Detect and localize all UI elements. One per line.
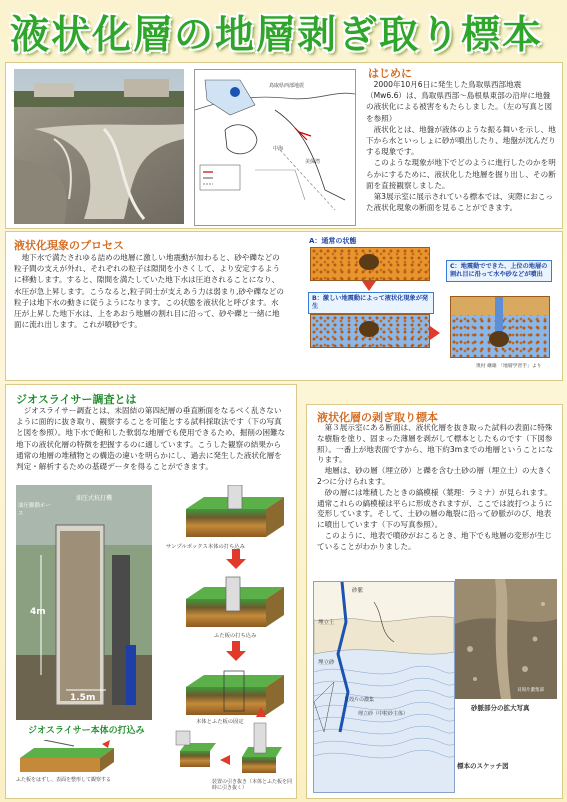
intro-panel [5,62,563,229]
map-label-mihowan: 美保湾 [305,159,321,165]
intro-heading: はじめに [368,67,412,80]
sketch-label-shells: 貝殻片の濃集 [344,697,375,703]
intro-paragraph: 2000年10月6日に発生した鳥取県西部地震（Mw6.6）は、鳥取県西部〜島根県東部の沿岸に地盤の液状化による被害をもたらしました。（左の写真と図を参照） [366,80,553,123]
arrow-right-icon [430,326,440,340]
specimen-heading: 液状化層の剥ぎ取り標本 [317,411,438,424]
geoslicer-text [16,405,288,472]
geoslicer-paragraph: ジオスライサー調査とは、未固結の第四紀層の垂直断面をなるべく乱さないように面的に抜き取り、観察することを可能とする試料採取法です（下の写真と図を参照）。地下水で飽和した軟弱な地層でも使用できるため、掘削の困難な地下の液状化層の特徴を把握するのに適しています。こうした観察の結果から通常の地層の堆積物との構造の違いを明らかにし、過去に発生した液状化層を判定・解析するための基礎データを得ることができます。 [16,406,286,472]
arrow-down-icon [362,281,376,291]
diagram-credit: 奥村 継雄 「地層学習手」より [476,364,542,369]
specimen-sketch [313,581,455,793]
specimen-text [317,423,555,553]
process-heading: 液状化現象のプロセス [14,239,124,252]
photo-label-hose: 油圧駆動ホース [18,503,52,517]
intro-text [366,79,556,213]
geoslicer-panel [5,384,297,799]
intro-paragraph: 液状化とは、地盤が液体のような振る舞いを示し、地下から水といっしょに砂が噴出したり、地盤が沈んだりする現象です。 [366,124,556,157]
map-label-epicenter: 鳥取県西部地震 [269,83,305,89]
step-caption-3: 本体とふた板の固定 [196,719,244,725]
specimen-panel [306,404,563,799]
geoslicer-steps [156,485,294,795]
sand-dike-photo [455,579,557,699]
state-a-soil [310,247,430,281]
step-caption-2: ふた板の打ち込み [214,633,257,639]
liquefaction-photo [14,69,184,224]
process-paragraph: 地下水で満たされゆる詰めの地層に激しい地震動が加わると、砂や礫などの粒子間の支えが外れ、それぞれの粒子は隙間を小さくして、より安定するように移動します。すると、隙間を満たしていた地下水は圧迫されることになり、水圧が急上昇します。こうなると,粒子同士が支えあう力は弱まり,砂や礫などの粒子は地下水の動きに従うようになります。この状態を液状化と呼びます。水圧が上昇した地下水は、上をあおう地層の割れ目に沿って、砂や礫と一緒に地面に流れ出します。これが噴砂です。 [14,253,284,330]
sketch-label-sand-dike: 砂脈 [352,588,364,594]
intro-paragraph: このような現象が地下でどのように進行したのかを明らかにするために、液状化した地層を掘り出し、その断面を直接観察しました。 [366,158,556,190]
state-b-label: B：激しい地震動によって液状化現象が発生 [308,292,434,314]
specimen-paragraph: 第３展示室にある断面は、液状化層を抜き取った試料の表面に特殊な樹脂を塗り、固まった薄層を剥がして標本としたものです（下図参照）。一番上が地表面ですから、地下約3mまでの地層ということになります。 [317,423,554,465]
photo-label-width: 1.5m [70,693,96,703]
specimen-paragraph: このように、地表で噴砂がおこるとき、地下でも地層の変形が生じていることがわかりました。 [317,530,553,551]
intro-paragraph: 第3展示室に展示されている標本では、実際におこった液状化現象の断面を見ることができます。 [366,192,553,213]
sketch-label-sand-detail: 埋立砂（中粒砂主体） [358,711,409,717]
photo-label-pile-driver: 油圧式杭打機 [76,495,113,502]
state-c-soil [450,296,550,358]
step-5-diagram [14,740,134,776]
step-caption-4: 装置の引き抜き（本体とふた板を同時に引き抜く） [212,779,293,791]
process-text [14,252,286,330]
inset-caption: 砂脈部分の拡大写真 [471,704,530,712]
process-panel [5,231,563,381]
step-caption-5: ふた板をはずし、表面を整形して観察する [16,777,112,783]
sketch-caption: 標本のスケッチ図 [457,762,509,770]
geoslicer-photo-caption: ジオスライサー本体の打込み [28,726,145,736]
specimen-paragraph: 地層は、砂の層（埋立砂）と礫を含む土砂の層（埋立土）の大きく2つに分けられます。 [317,466,553,486]
sketch-label-fill-sand: 埋立砂 [318,660,335,666]
sketch-label-fill-soil: 埋立土 [318,620,335,626]
photo-label-height: 4m [30,607,46,617]
state-c-label: C：地震動でできた、上位の地層の割れ目に沿って水や砂などが噴出 [446,260,552,282]
geoslicer-heading: ジオスライサー調査とは [16,393,137,406]
state-a-label: A：通常の状態 [309,237,357,245]
epicenter-map [194,69,356,226]
process-diagram [306,234,556,377]
page-title: 液状化層の地層剥ぎ取り標本 [10,13,544,58]
specimen-paragraph: 砂の層には堆積したときの縞模様（葉理：ラミナ）が見られます。通常これらの縞模様は平らに形成されますが、ここでは波打つように変形しています。そして、土砂の層の亀裂に沿って砂脈がのび、地表に噴出しています（下の写真参照）。 [317,487,553,530]
geoslicer-photo [16,485,152,720]
step-caption-1: サンプルボックス本体の打ち込み [166,544,245,550]
state-b-soil [310,314,430,348]
map-label-nakaumi: 中海 [273,146,284,152]
inset-tag: 貝殻片濃集部 [517,688,544,693]
